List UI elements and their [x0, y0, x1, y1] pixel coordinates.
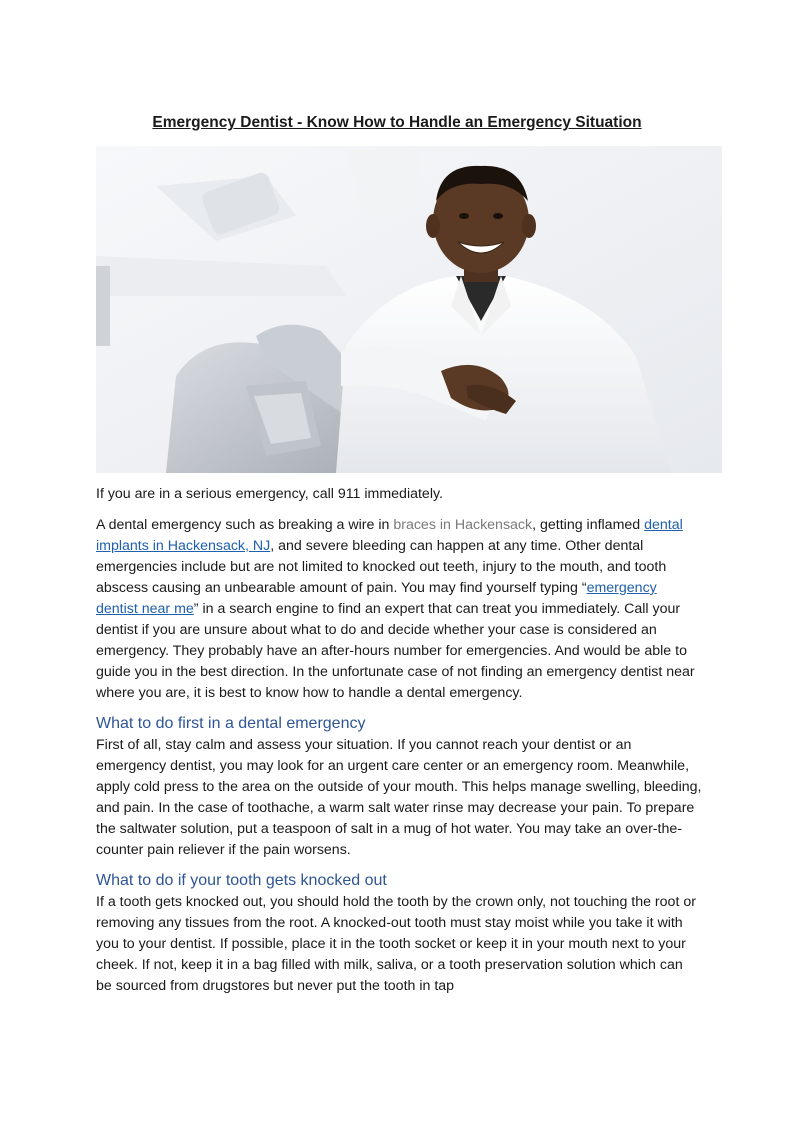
section-body-knocked-out-tooth: If a tooth gets knocked out, you should hold the tooth by the crown only, not touching the root or removing any tissues from the root. A knocked-out tooth must stay moist while you take it with you to your dentist. If possible, place it in the tooth socket or keep it in your mouth next to your cheek. If not, keep it in a bag filled with milk, saliva, or a tooth preservation solution which can be sourced from drugstores but never put the tooth in tap — [96, 894, 696, 994]
braces-link[interactable]: braces in Hackensack — [393, 517, 533, 533]
smiling-dentist-photo-icon — [96, 146, 722, 473]
section-heading-first-steps: What to do first in a dental emergency — [96, 715, 366, 732]
page-title: Emergency Dentist - Know How to Handle an Emergency Situation — [152, 114, 642, 131]
intro-text-3: , and severe bleeding can happen at any time. Other dental emergencies include but are not limited to knocked out teeth, injury to the mouth, and tooth abscess causing an unbearable amount of pain. You may find yourself typing “ — [96, 538, 667, 596]
article-body — [96, 484, 702, 997]
hero-image — [96, 146, 722, 473]
intro-text-2: , getting inflamed — [532, 517, 645, 533]
intro-paragraph — [96, 515, 702, 704]
section-body-first-steps: First of all, stay calm and assess your situation. If you cannot reach your dentist or an emergency dentist, you may look for an urgent care center or an emergency room. Meanwhile, apply cold press to the area on the outside of your mouth. This helps manage swelling, bleeding, and pain. In the case of toothache, a warm salt water rinse may decrease your pain. To prepare the saltwater solution, put a teaspoon of salt in a mug of hot water. You may take an over-the-counter pain reliever if the pain worsens. — [96, 737, 702, 858]
dental-implants-link[interactable]: dental implants in Hackensack, NJ — [96, 517, 683, 554]
intro-text-4: ” in a search engine to find an expert that can treat you immediately. Call your dentist if you are unsure about what to do and decide whether your case is considered an emergency. They probably have an after-hours number for emergencies. And would be able to guide you in the best direction. In the unfortunate case of not finding an emergency dentist near where you are, it is best to know how to handle a dental emergency. — [96, 601, 695, 701]
section-heading-knocked-out-tooth: What to do if your tooth gets knocked out — [96, 872, 387, 889]
intro-text-1: A dental emergency such as breaking a wire in — [96, 517, 394, 533]
emergency-notice: If you are in a serious emergency, call 911 immediately. — [96, 486, 443, 502]
emergency-dentist-link[interactable]: emergency dentist near me — [96, 580, 657, 617]
